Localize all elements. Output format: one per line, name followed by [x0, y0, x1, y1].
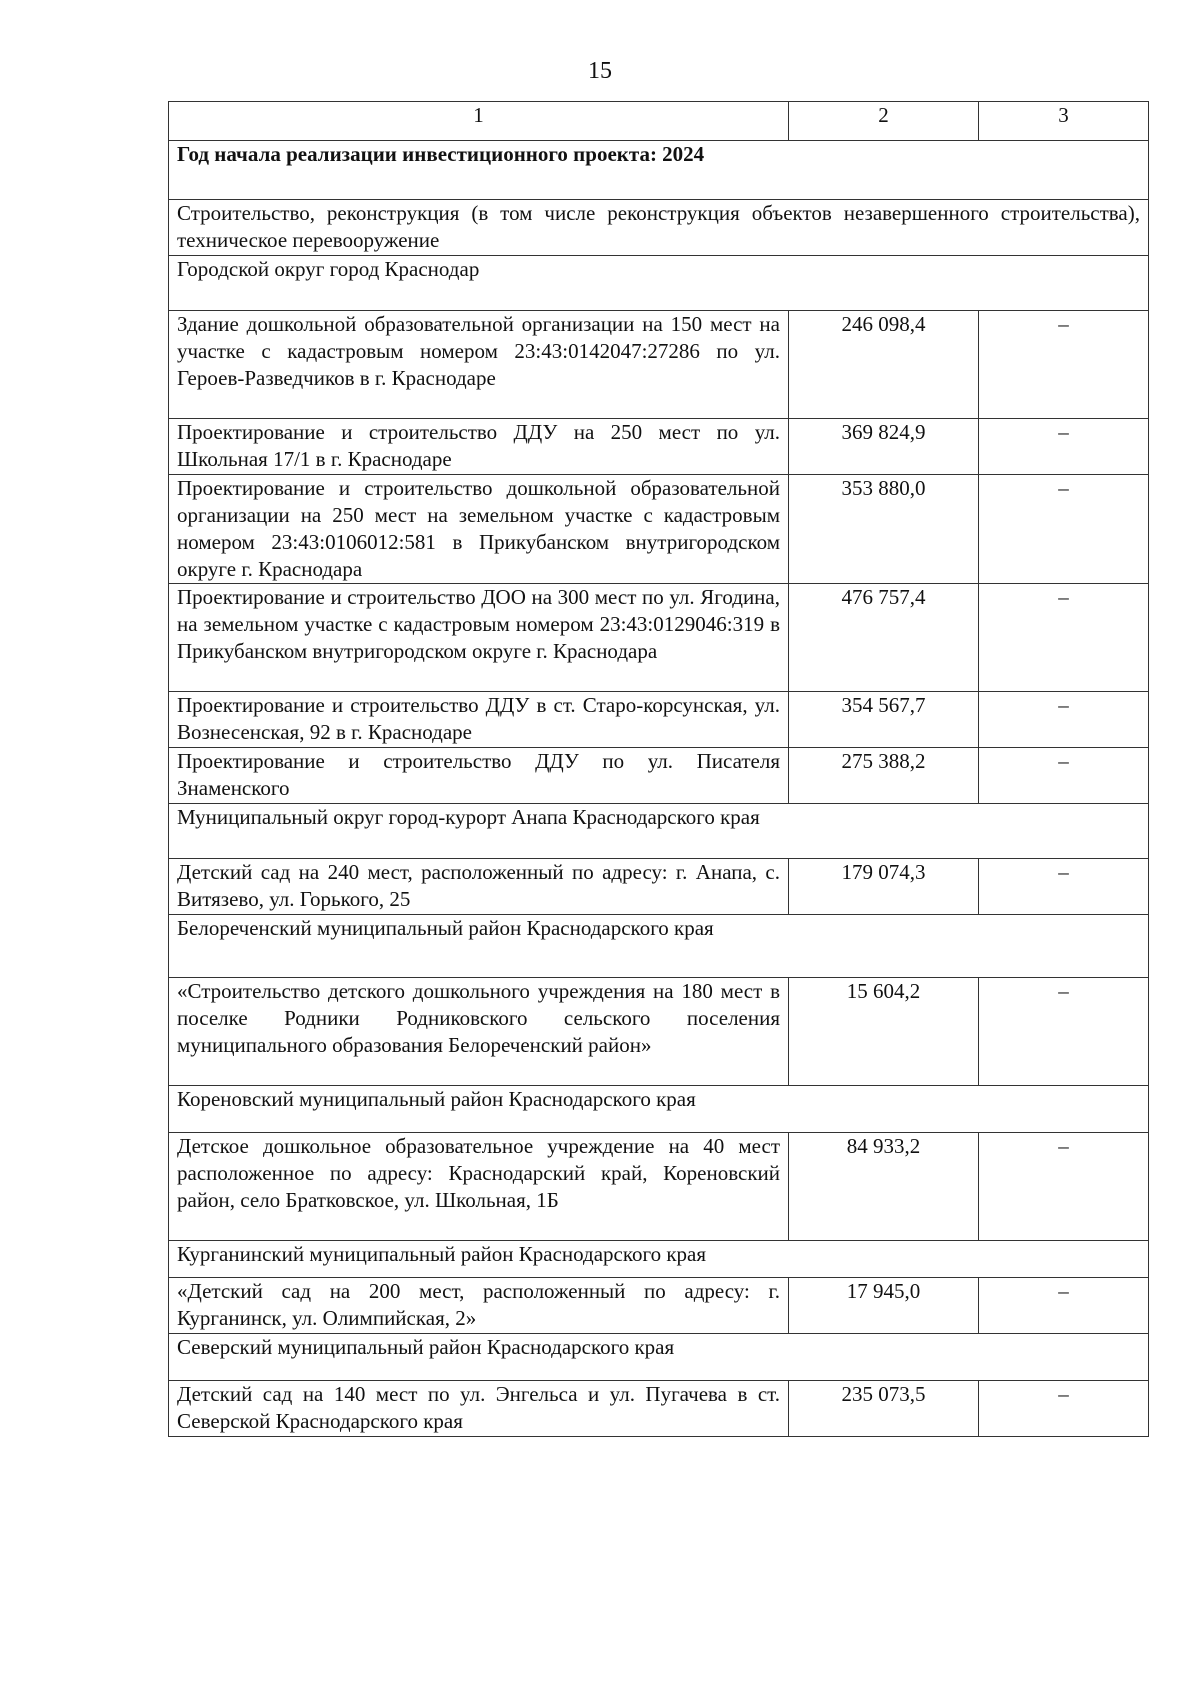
project-description: Проектирование и строительство ДДУ на 250 мест по ул. Школьная 17/1 в г. Краснодаре: [169, 419, 789, 475]
project-value: 179 074,3: [789, 859, 979, 915]
project-value: 275 388,2: [789, 748, 979, 804]
project-description: Детское дошкольное образовательное учреждение на 40 мест расположенное по адресу: Краснодарский край, Кореновский район, село Братковское, ул. Школьная, 1Б: [169, 1133, 789, 1241]
project-col3: –: [979, 748, 1149, 804]
project-col3: –: [979, 311, 1149, 419]
year-heading: Год начала реализации инвестиционного проекта: 2024: [169, 141, 1149, 200]
project-value: 17 945,0: [789, 1278, 979, 1334]
table-row: [169, 692, 1149, 748]
table-row: [169, 859, 1149, 915]
group-row: [169, 804, 1149, 859]
municipality-heading: Городской округ город Краснодар: [169, 256, 1149, 311]
column-number-2: 2: [789, 102, 979, 141]
table-row: [169, 311, 1149, 419]
project-col3: –: [979, 475, 1149, 584]
project-col3: –: [979, 419, 1149, 475]
project-description: Здание дошкольной образовательной организации на 150 мест на участке с кадастровым номером 23:43:0142047:27286 по ул. Героев-Разведчиков в г. Краснодаре: [169, 311, 789, 419]
column-number-3: 3: [979, 102, 1149, 141]
project-value: 476 757,4: [789, 584, 979, 692]
project-description: Проектирование и строительство дошкольной образовательной организации на 250 мест на земельном участке с кадастровым номером 23:43:0106012:581 в Прикубанском внутригородском округе г. Краснодара: [169, 475, 789, 584]
project-description: Проектирование и строительство ДДУ по ул. Писателя Знаменского: [169, 748, 789, 804]
project-description: «Детский сад на 200 мест, расположенный по адресу: г. Курганинск, ул. Олимпийская, 2»: [169, 1278, 789, 1334]
table-row: [169, 1133, 1149, 1241]
project-description: Проектирование и строительство ДОО на 300 мест по ул. Ягодина, на земельном участке с кадастровым номером 23:43:0129046:319 в Прикубанском внутригородском округе г. Краснодара: [169, 584, 789, 692]
column-number-1: 1: [169, 102, 789, 141]
project-description: Детский сад на 240 мест, расположенный по адресу: г. Анапа, с. Витязево, ул. Горького, 25: [169, 859, 789, 915]
project-value: 235 073,5: [789, 1381, 979, 1437]
table-row: [169, 475, 1149, 584]
table-row: [169, 1278, 1149, 1334]
group-row: [169, 1086, 1149, 1133]
project-value: 246 098,4: [789, 311, 979, 419]
municipality-heading: Кореновский муниципальный район Краснодарского края: [169, 1086, 1149, 1133]
year-heading-row: [169, 141, 1149, 200]
municipality-heading: Муниципальный округ город-курорт Анапа Краснодарского края: [169, 804, 1149, 859]
municipality-heading: Курганинский муниципальный район Краснодарского края: [169, 1241, 1149, 1278]
project-value: 84 933,2: [789, 1133, 979, 1241]
group-row: [169, 915, 1149, 978]
project-description: Проектирование и строительство ДДУ в ст. Старо-корсунская, ул. Вознесенская, 92 в г. Краснодаре: [169, 692, 789, 748]
project-col3: –: [979, 859, 1149, 915]
table-row: [169, 584, 1149, 692]
group-row: [169, 1241, 1149, 1278]
municipality-heading: Белореченский муниципальный район Краснодарского края: [169, 915, 1149, 978]
table-row: [169, 419, 1149, 475]
project-description: «Строительство детского дошкольного учреждения на 180 мест в поселке Родники Родниковского сельского поселения муниципального образования Белореченский район»: [169, 978, 789, 1086]
municipality-heading: Северский муниципальный район Краснодарского края: [169, 1334, 1149, 1381]
project-col3: –: [979, 584, 1149, 692]
table-row: [169, 1381, 1149, 1437]
investment-projects-table: [168, 101, 1149, 1437]
project-value: 369 824,9: [789, 419, 979, 475]
project-col3: –: [979, 1133, 1149, 1241]
group-row: [169, 256, 1149, 311]
project-col3: –: [979, 978, 1149, 1086]
project-col3: –: [979, 692, 1149, 748]
category-row: [169, 200, 1149, 256]
project-col3: –: [979, 1381, 1149, 1437]
page-number: 15: [588, 58, 612, 84]
project-value: 15 604,2: [789, 978, 979, 1086]
table-row: [169, 748, 1149, 804]
table-row: [169, 978, 1149, 1086]
project-value: 354 567,7: [789, 692, 979, 748]
column-number-row: [169, 102, 1149, 141]
group-row: [169, 1334, 1149, 1381]
project-description: Детский сад на 140 мест по ул. Энгельса и ул. Пугачева в ст. Северской Краснодарского края: [169, 1381, 789, 1437]
category-heading: Строительство, реконструкция (в том числе реконструкция объектов незавершенного строительства), техническое перевооружение: [169, 200, 1149, 256]
project-col3: –: [979, 1278, 1149, 1334]
project-value: 353 880,0: [789, 475, 979, 584]
